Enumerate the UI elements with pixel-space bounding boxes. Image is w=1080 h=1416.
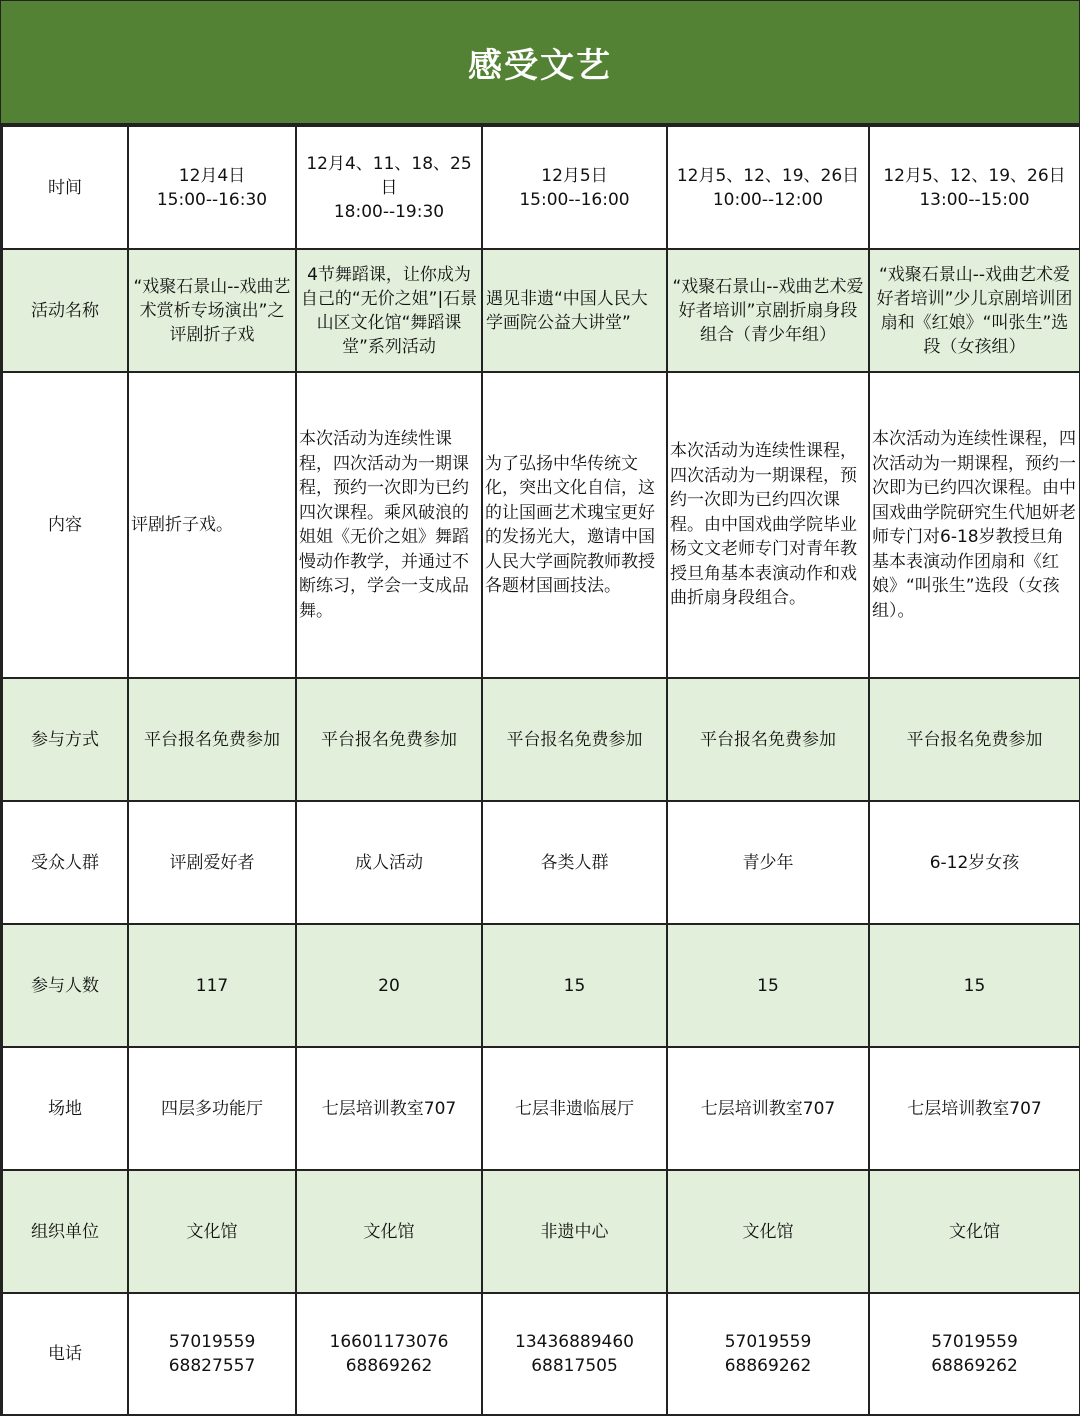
audience-cell: 成人活动 <box>296 801 482 924</box>
venue-cell: 四层多功能厅 <box>128 1047 296 1170</box>
table-row-content <box>2 372 1080 678</box>
phone-cell: 13436889460 68817505 <box>482 1293 667 1415</box>
row-label-count: 参与人数 <box>2 924 128 1047</box>
count-cell: 117 <box>128 924 296 1047</box>
time-cell: 12月4、11、18、25日 18:00--19:30 <box>296 126 482 249</box>
row-label-method: 参与方式 <box>2 678 128 801</box>
row-label-venue: 场地 <box>2 1047 128 1170</box>
table-row-venue <box>2 1047 1080 1170</box>
audience-cell: 6-12岁女孩 <box>869 801 1080 924</box>
table-row-organizer <box>2 1170 1080 1293</box>
row-label-activity-name: 活动名称 <box>2 249 128 372</box>
row-label-organizer: 组织单位 <box>2 1170 128 1293</box>
time-cell: 12月4日 15:00--16:30 <box>128 126 296 249</box>
activity-name-cell: “戏聚石景山--戏曲艺术爱好者培训”京剧折扇身段组合（青少年组） <box>667 249 869 372</box>
time-cell: 12月5、12、19、26日 13:00--15:00 <box>869 126 1080 249</box>
count-cell: 15 <box>482 924 667 1047</box>
phone-cell: 57019559 68869262 <box>869 1293 1080 1415</box>
organizer-cell: 文化馆 <box>128 1170 296 1293</box>
organizer-cell: 文化馆 <box>869 1170 1080 1293</box>
method-cell: 平台报名免费参加 <box>482 678 667 801</box>
content-cell: 本次活动为连续性课程，四次活动为一期课程，预约一次即为已约四次课程。乘风破浪的姐姐《无价之姐》舞蹈慢动作教学，并通过不断练习，学会一支成品舞。 <box>296 372 482 678</box>
venue-cell: 七层培训教室707 <box>296 1047 482 1170</box>
table-row-audience <box>2 801 1080 924</box>
venue-cell: 七层非遗临展厅 <box>482 1047 667 1170</box>
page-title: 感受文艺 <box>1 1 1079 125</box>
count-cell: 15 <box>869 924 1080 1047</box>
organizer-cell: 非遗中心 <box>482 1170 667 1293</box>
content-cell: 为了弘扬中华传统文化，突出文化自信，这的让国画艺术瑰宝更好的发扬光大，邀请中国人民大学画院教师教授各题材国画技法。 <box>482 372 667 678</box>
row-label-content: 内容 <box>2 372 128 678</box>
table-row-activity-name <box>2 249 1080 372</box>
row-label-time: 时间 <box>2 126 128 249</box>
audience-cell: 青少年 <box>667 801 869 924</box>
method-cell: 平台报名免费参加 <box>869 678 1080 801</box>
organizer-cell: 文化馆 <box>667 1170 869 1293</box>
content-cell: 本次活动为连续性课程，四次活动为一期课程，预约一次即为已约四次课程。由中国戏曲学院毕业杨文文老师专门对青年教授旦角基本表演动作和戏曲折扇身段组合。 <box>667 372 869 678</box>
table-row-count <box>2 924 1080 1047</box>
activity-name-cell: 遇见非遗“中国人民大学画院公益大讲堂” <box>482 249 667 372</box>
venue-cell: 七层培训教室707 <box>869 1047 1080 1170</box>
phone-cell: 16601173076 68869262 <box>296 1293 482 1415</box>
organizer-cell: 文化馆 <box>296 1170 482 1293</box>
time-cell: 12月5、12、19、26日 10:00--12:00 <box>667 126 869 249</box>
table-row-phone <box>2 1293 1080 1415</box>
audience-cell: 各类人群 <box>482 801 667 924</box>
method-cell: 平台报名免费参加 <box>296 678 482 801</box>
activity-name-cell: “戏聚石景山--戏曲艺术赏析专场演出”之评剧折子戏 <box>128 249 296 372</box>
row-label-phone: 电话 <box>2 1293 128 1415</box>
count-cell: 15 <box>667 924 869 1047</box>
activity-name-cell: “戏聚石景山--戏曲艺术爱好者培训”少儿京剧培训团扇和《红娘》“叫张生”选段（女孩组） <box>869 249 1080 372</box>
venue-cell: 七层培训教室707 <box>667 1047 869 1170</box>
count-cell: 20 <box>296 924 482 1047</box>
content-cell: 评剧折子戏。 <box>128 372 296 678</box>
table-row-time <box>2 126 1080 249</box>
time-cell: 12月5日 15:00--16:00 <box>482 126 667 249</box>
content-cell: 本次活动为连续性课程，四次活动为一期课程，预约一次即为已约四次课程。由中国戏曲学院研究生代旭妍老师专门对6-18岁教授旦角基本表演动作团扇和《红娘》“叫张生”选段（女孩组）。 <box>869 372 1080 678</box>
activity-name-cell: 4节舞蹈课，让你成为自己的“无价之姐”|石景山区文化馆“舞蹈课堂”系列活动 <box>296 249 482 372</box>
audience-cell: 评剧爱好者 <box>128 801 296 924</box>
method-cell: 平台报名免费参加 <box>128 678 296 801</box>
schedule-table <box>1 125 1080 1416</box>
table-row-method <box>2 678 1080 801</box>
method-cell: 平台报名免费参加 <box>667 678 869 801</box>
row-label-audience: 受众人群 <box>2 801 128 924</box>
phone-cell: 57019559 68827557 <box>128 1293 296 1415</box>
phone-cell: 57019559 68869262 <box>667 1293 869 1415</box>
